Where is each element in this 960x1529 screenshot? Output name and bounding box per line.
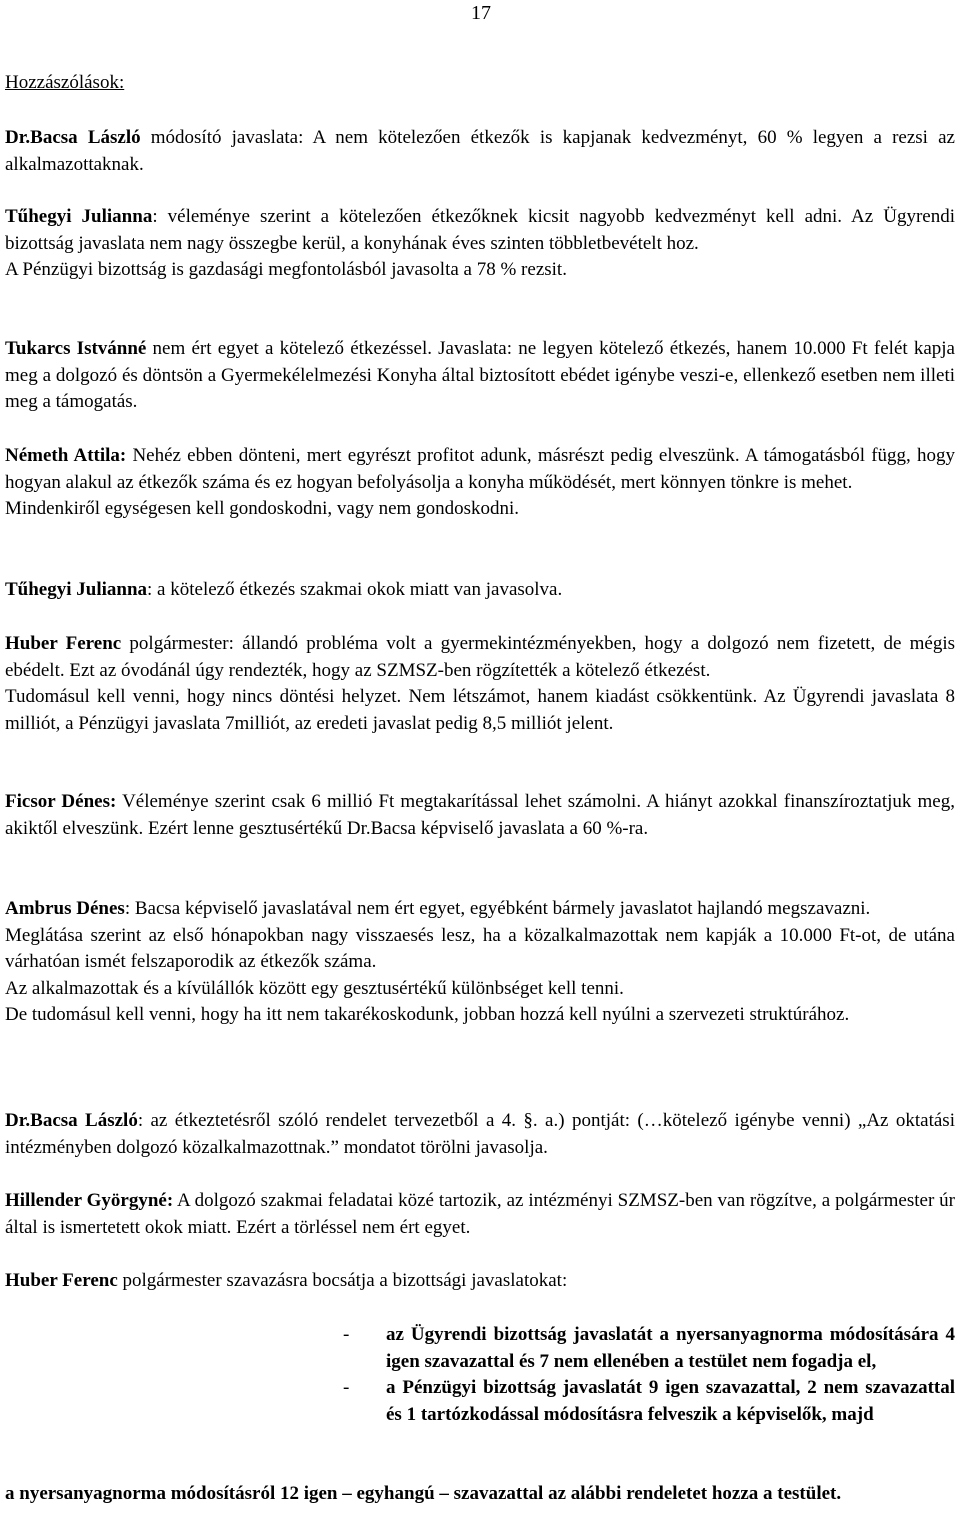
comment-text-extra: Mindenkiről egységesen kell gondoskodni, vagy nem gondoskodni. bbox=[5, 498, 519, 519]
vote-list bbox=[343, 1322, 955, 1428]
speaker-name: Ambrus Dénes bbox=[5, 898, 125, 919]
comment-nemeth bbox=[5, 443, 955, 523]
comment-text: : Bacsa képviselő javaslatával nem ért egyet, egyébként bármely javaslatot hajlandó megszavazni. bbox=[124, 898, 871, 919]
comment-huber-1 bbox=[5, 631, 955, 737]
speaker-name: Tűhegyi Julianna bbox=[5, 579, 148, 600]
comment-text-extra: Tudomásul kell venni, hogy nincs döntési helyzet. Nem létszámot, hanem kiadást csökkentünk. Az Ügyrendi javaslata 8 milliót, a Pénzügyi javaslata 7milliót, az eredeti javaslat pedig 8,5 milliót jelent. bbox=[5, 686, 955, 734]
list-item-text: a Pénzügyi bizottság javaslatát 9 igen szavazattal, 2 nem szavazattal és 1 tartózkodással módosításra felveszik a képviselők, majd bbox=[386, 1377, 955, 1425]
list-item-text: az Ügyrendi bizottság javaslatát a nyersanyagnorma módosítására 4 igen szavazattal és 7 nem ellenében a testület nem fogadja el, bbox=[386, 1324, 955, 1372]
comment-text: : az étkeztetésről szóló rendelet tervezetből a 4. §. a.) pontját: (…kötelező igénybe venni) „Az oktatási intézményben dolgozó közalkalmazottnak.” mondatot törölni javasolja. bbox=[5, 1110, 955, 1158]
speaker-name: Dr.Bacsa László bbox=[5, 127, 141, 148]
comment-ambrus bbox=[5, 896, 955, 1029]
comment-bacsa-2 bbox=[5, 1108, 955, 1161]
speaker-name: Dr.Bacsa László bbox=[5, 1110, 138, 1131]
comment-text: Véleménye szerint csak 6 millió Ft megtakarítással lehet számolni. A hiányt azokkal finanszíroztatjuk meg, akiktől elveszünk. Ezért lenne gesztusértékű Dr.Bacsa képviselő javaslata a 60 %-ra. bbox=[5, 791, 955, 839]
speaker-name: Huber Ferenc bbox=[5, 633, 122, 654]
list-dash: - bbox=[343, 1324, 350, 1345]
comment-text-extra: Meglátása szerint az első hónapokban nagy visszaesés lesz, ha a közalkalmazottak nem kapják a 10.000 Ft-ot, de utána várhatóan ismét felszaporodik az étkezők száma. bbox=[5, 924, 955, 972]
comment-text: : véleménye szerint a kötelezően étkezőknek kicsit nagyobb kedvezményt kell adni. Az Ügyrendi bizottság javaslata nem nagy összegbe kerül, a konyhának éves szinten többletbevételt hoz. bbox=[5, 206, 956, 254]
comment-text-extra: A Pénzügyi bizottság is gazdasági megfontolásból javasolta a 78 % rezsit. bbox=[5, 259, 567, 280]
comment-hillender bbox=[5, 1188, 955, 1241]
list-item bbox=[343, 1322, 955, 1375]
comment-text: A dolgozó szakmai feladatai közé tartozik, az intézményi SZMSZ-ben van rögzítve, a polgármester úr által is ismertetett okok miatt. Ezért a törléssel nem ért egyet. bbox=[5, 1190, 956, 1238]
comment-bacsa-1 bbox=[5, 125, 955, 178]
comment-tuhegyi-2 bbox=[5, 577, 955, 604]
comment-text-extra: Az alkalmazottak és a kívülállók között egy gesztusértékű különbséget kell tenni. bbox=[5, 977, 624, 999]
page-number: 17 bbox=[471, 2, 491, 24]
speaker-name: Hillender Györgyné: bbox=[5, 1190, 174, 1211]
comment-tukarcs bbox=[5, 336, 955, 416]
section-heading: Hozzászólások: bbox=[5, 72, 125, 93]
list-dash: - bbox=[343, 1377, 350, 1398]
comment-text: polgármester: állandó probléma volt a gyermekintézményekben, hogy a dolgozó nem fizetett, de mégis ebédelt. Ezt az óvodánál úgy rendezték, hogy az SZMSZ-ben rögzítették a kötelező étkezést. bbox=[5, 633, 955, 681]
comment-text: módosító javaslata: A nem kötelezően étkezők is kapjanak kedvezményt, 60 % legyen a rezsi az alkalmazottaknak. bbox=[5, 127, 955, 175]
comment-text: polgármester szavazásra bocsátja a bizottsági javaslatokat: bbox=[117, 1270, 568, 1291]
comment-text-extra: De tudomásul kell venni, hogy ha itt nem takarékoskodunk, jobban hozzá kell nyúlni a szervezeti struktúrához. bbox=[5, 1004, 850, 1025]
final-resolution: a nyersanyagnorma módosításról 12 igen – egyhangú – szavazattal az alábbi rendeletet hozza a testület. bbox=[5, 1483, 842, 1504]
comment-text: nem ért egyet a kötelező étkezéssel. Javaslata: ne legyen kötelező étkezés, hanem 10.000 Ft felét kapja meg a dolgozó és döntsön a Gyermekélelmezési Konyha által biztosított ebédet igénybe veszi-e, ellenkező esetben nem illeti meg a támogatás. bbox=[5, 338, 955, 412]
comment-text: : a kötelező étkezés szakmai okok miatt van javasolva. bbox=[147, 579, 563, 600]
speaker-name: Tűhegyi Julianna bbox=[5, 206, 153, 227]
comment-text: Nehéz ebben dönteni, mert egyrészt profitot adunk, másrészt pedig elveszünk. A támogatásból függ, hogy hogyan alakul az étkezők száma és ez hogyan befolyásolja a konyha működését, mert könnyen tönkre is mehet. bbox=[5, 445, 955, 493]
speaker-name: Németh Attila: bbox=[5, 445, 127, 466]
comment-huber-2 bbox=[5, 1268, 955, 1295]
comment-tuhegyi-1 bbox=[5, 204, 955, 284]
speaker-name: Ficsor Dénes: bbox=[5, 791, 117, 812]
speaker-name: Tukarcs Istvánné bbox=[5, 338, 147, 359]
list-item bbox=[343, 1375, 955, 1428]
speaker-name: Huber Ferenc bbox=[5, 1270, 118, 1291]
comment-ficsor bbox=[5, 789, 955, 842]
